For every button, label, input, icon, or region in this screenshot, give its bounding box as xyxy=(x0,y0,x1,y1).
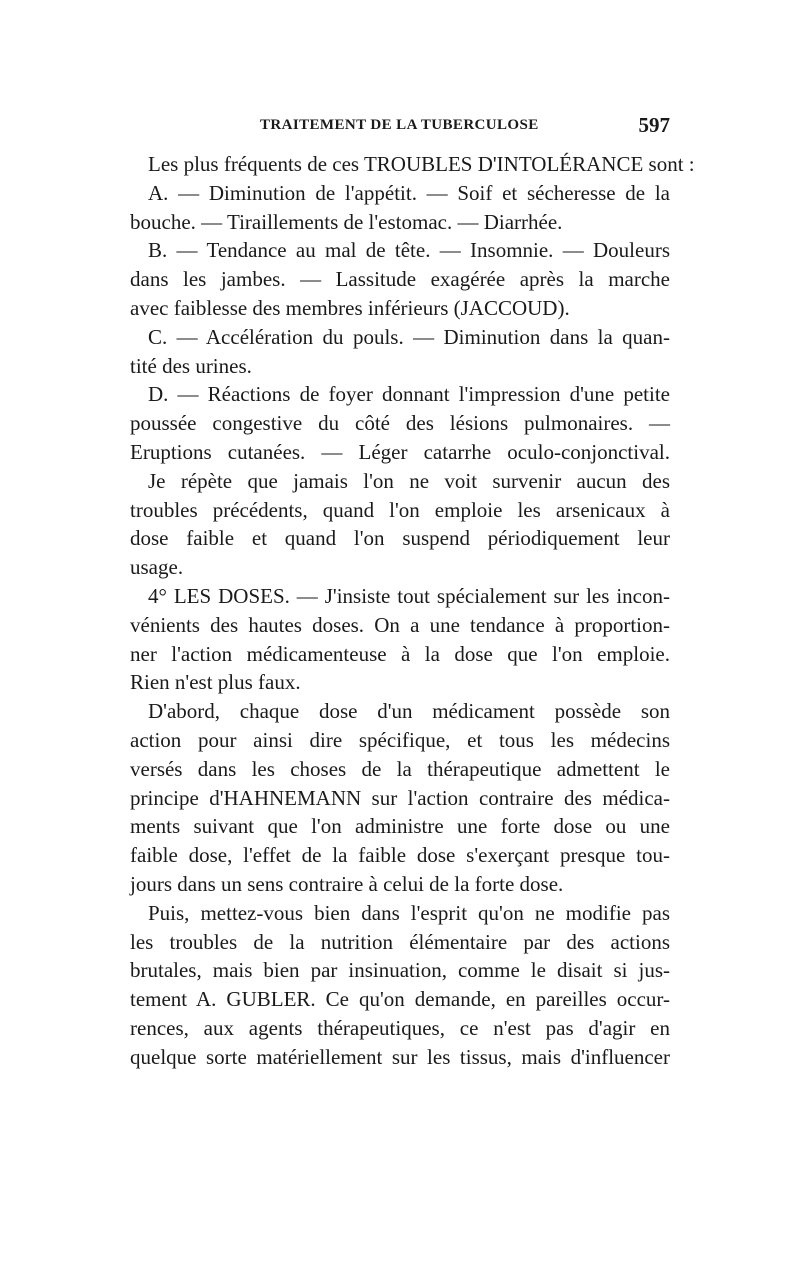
text-line: Eruptions cutanées. — Léger catarrhe oculo-conjonctival. xyxy=(130,439,670,464)
page-header xyxy=(130,113,670,141)
text-line: principe d'HAHNEMANN sur l'action contraire des médica- xyxy=(130,785,670,810)
text-line: troubles précédents, quand l'on emploie les arsenicaux à xyxy=(130,497,670,522)
text-line: action pour ainsi dire spécifique, et tous les médecins xyxy=(130,727,670,752)
text-line: poussée congestive du côté des lésions pulmonaires. — xyxy=(130,411,670,436)
page-number: 597 xyxy=(638,113,670,137)
text-line: rences, aux agents thérapeutiques, ce n'est pas d'agir en xyxy=(130,1015,670,1040)
text-line: ner l'action médicamenteuse à la dose que l'on emploie. xyxy=(130,641,670,666)
text-line: tement A. GUBLER. Ce qu'on demande, en pareilles occur- xyxy=(130,987,670,1012)
text-line: dans les jambes. — Lassitude exagérée après la marche xyxy=(130,267,670,292)
text-line: dose faible et quand l'on suspend périodiquement leur xyxy=(130,526,670,551)
text-line: usage. xyxy=(130,555,184,580)
text-line: B. — Tendance au mal de tête. — Insomnie. — Douleurs xyxy=(148,238,670,263)
text-line: bouche. — Tiraillements de l'estomac. — Diarrhée. xyxy=(130,209,563,234)
text-line: les troubles de la nutrition élémentaire par des actions xyxy=(130,929,670,954)
text-line: versés dans les choses de la thérapeutique admettent le xyxy=(130,756,670,781)
text-line: ments suivant que l'on administre une forte dose ou une xyxy=(130,814,670,839)
text-line: Puis, mettez-vous bien dans l'esprit qu'on ne modifie pas xyxy=(148,900,670,925)
text-line: avec faiblesse des membres inférieurs (JACCOUD). xyxy=(130,295,570,320)
text-line: quelque sorte matériellement sur les tissus, mais d'influencer xyxy=(130,1044,670,1069)
text-line: vénients des hautes doses. On a une tendance à proportion- xyxy=(130,612,670,637)
text-line: faible dose, l'effet de la faible dose s'exerçant presque tou- xyxy=(130,843,670,868)
body-text xyxy=(130,150,695,1072)
text-line: D'abord, chaque dose d'un médicament possède son xyxy=(148,699,670,724)
text-line: brutales, mais bien par insinuation, comme le disait si jus- xyxy=(130,958,670,983)
text-line: 4° LES DOSES. — J'insiste tout spécialement sur les incon- xyxy=(148,583,670,608)
text-line: Les plus fréquents de ces TROUBLES D'INTOLÉRANCE sont : xyxy=(148,152,695,176)
text-line: Je répète que jamais l'on ne voit survenir aucun des xyxy=(148,468,670,493)
text-line: A. — Diminution de l'appétit. — Soif et sécheresse de la xyxy=(148,180,670,205)
text-line: C. — Accélération du pouls. — Diminution dans la quan- xyxy=(148,324,670,349)
text-line: Rien n'est plus faux. xyxy=(130,670,301,695)
text-line: jours dans un sens contraire à celui de la forte dose. xyxy=(130,871,564,896)
running-title: TRAITEMENT DE LA TUBERCULOSE xyxy=(260,117,539,133)
text-line: tité des urines. xyxy=(130,353,252,378)
text-line: D. — Réactions de foyer donnant l'impression d'une petite xyxy=(148,382,670,407)
